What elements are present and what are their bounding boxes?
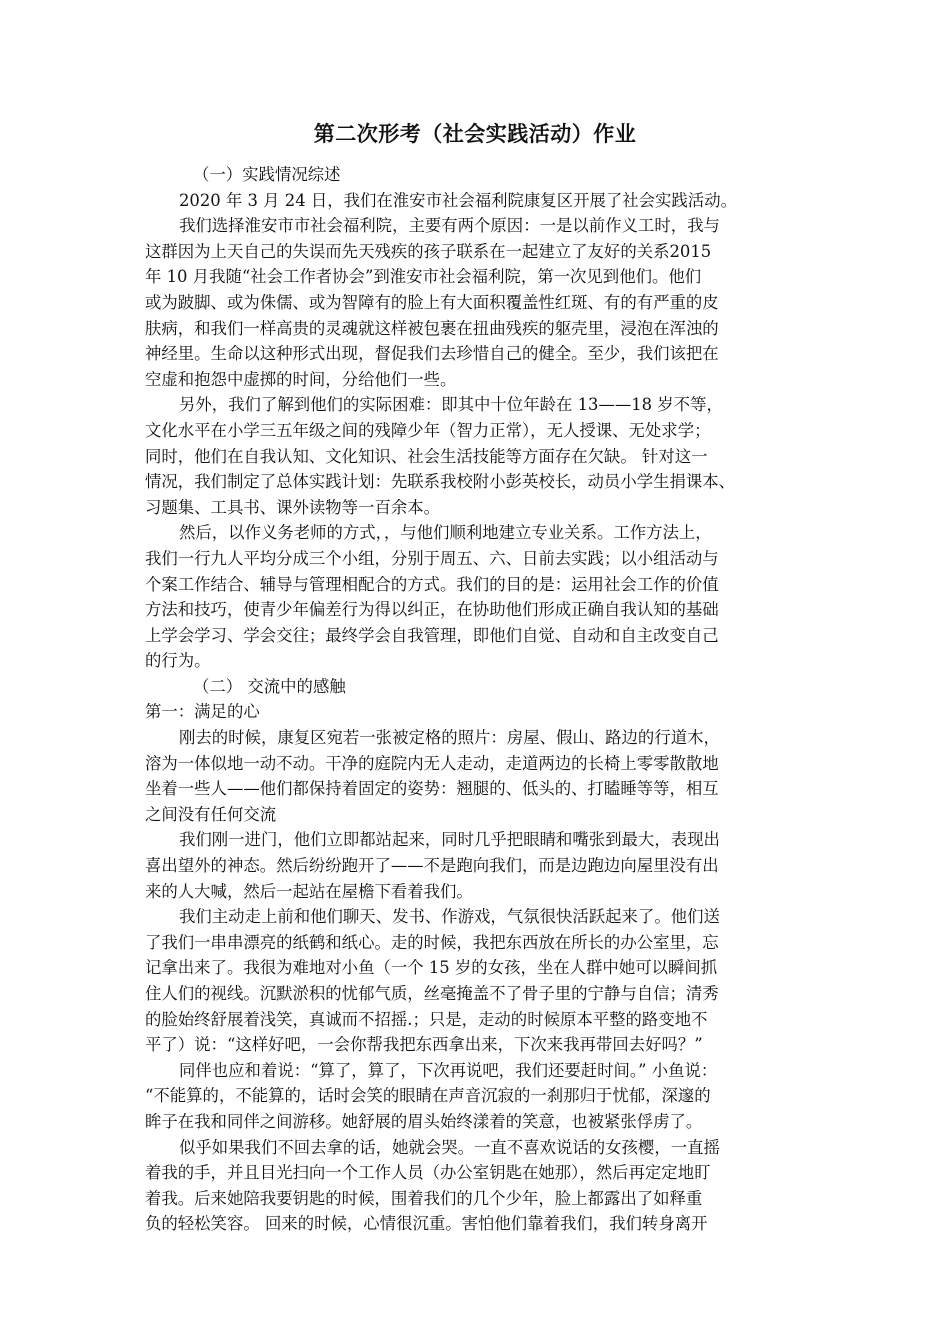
text-line: （一）实践情况综述: [193, 165, 341, 184]
text-line: 文化水平在小学三五年级之间的残障少年（智力正常），无人授课、无处求学；: [145, 420, 711, 440]
text-line: 上学会学习、学会交往；最终学会自我管理，即他们自觉、自动和自主改变自己: [145, 625, 719, 645]
text-line: 似乎如果我们不回去拿的话，她就会哭。一直不喜欢说话的女孩樱，一直摇: [179, 1137, 720, 1157]
text-line: 住人们的视线。沉默淤积的忧郁气质，丝毫掩盖不了骨子里的宁静与自信；清秀: [145, 984, 719, 1003]
text-line: 2020 年 3 月 24 日，我们在淮安市社会福利院康复区开展了社会实践活动。: [179, 190, 737, 210]
text-line: 个案工作结合、辅导与管理相配合的方式。我们的目的是：运用社会工作的价值: [145, 574, 719, 594]
text-line: 同伴也应和着说：“算了，算了，下次再说吧，我们还要赶时间。” 小鱼说：: [179, 1060, 718, 1080]
document-title: 第二次形考（社会实践活动）作业: [313, 122, 637, 146]
text-line: （二） 交流中的感触: [193, 676, 346, 696]
text-line: 我们刚一进门，他们立即都站起来，同时几乎把眼睛和嘴张到最大，表现出: [179, 830, 720, 850]
text-line: 另外，我们了解到他们的实际困难：即其中十位年龄在 13——18 岁不等，: [179, 395, 723, 415]
text-line: 肤病，和我们一样高贵的灵魂就这样被包裹在扭曲残疾的躯壳里，浸泡在浑浊的: [145, 318, 719, 338]
text-line: 同时，他们在自我认知、文化知识、社会生活技能等方面存在欠缺。 针对这一: [145, 446, 708, 466]
text-line: 空虚和抱怨中虚掷的时间，分给他们一些。: [145, 369, 457, 389]
text-line: 负的轻松笑容。 回来的时候，心情很沉重。害怕他们靠着我们，我们转身离开: [145, 1214, 708, 1234]
text-line: 溶为一体似地一动不动。干净的庭院内无人走动，走道两边的长椅上零零散散地: [145, 753, 719, 773]
text-line: 眸子在我和同伴之间游移。她舒展的眉头始终漾着的笑意，也被紧张俘虏了。: [145, 1111, 703, 1131]
text-line: 习题集、工具书、课外读物等一百余本。: [145, 497, 441, 517]
text-line: 神经里。生命以这种形式出现，督促我们去珍惜自己的健全。至少，我们该把在: [145, 344, 719, 364]
text-line: 或为跛脚、或为侏儒、或为智障有的脸上有大面积覆盖性红斑、有的有严重的皮: [145, 292, 719, 312]
text-line: 来的人大喊，然后一起站在屋檐下看着我们。: [145, 881, 473, 901]
text-line: 刚去的时候，康复区宛若一张被定格的照片：房屋、假山、路边的行道木，: [179, 728, 720, 748]
text-line: 记拿出来了。我很为难地对小鱼（一个 15 岁的女孩，坐在人群中她可以瞬间抓: [145, 958, 718, 978]
text-line: 的行为。: [145, 651, 211, 671]
text-line: 这群因为上天自己的失误而先天残疾的孩子联系在一起建立了友好的关系2015: [145, 241, 712, 261]
text-line: 我们主动走上前和他们聊天、发书、作游戏，气氛很快活跃起来了。他们送: [179, 907, 720, 927]
text-line: 年 10 月我随“社会工作者协会”到淮安市社会福利院，第一次见到他们。他们: [145, 267, 702, 287]
text-line: 然后，以作义务老师的方式，，与他们顺利地建立专业关系。工作方法上，: [179, 523, 712, 543]
text-line: 着我。后来她陪我要钥匙的时候，围着我们的几个少年，脸上都露出了如释重: [145, 1188, 703, 1208]
text-line: “不能算的，不能算的，话时会笑的眼睛在声音沉寂的一刹那归于忧郁，深邃的: [145, 1086, 711, 1106]
document-body: [145, 162, 805, 1237]
text-line: 了我们一串串漂亮的纸鹤和纸心。走的时候，我把东西放在所长的办公室里，忘: [145, 932, 719, 952]
text-line: 坐着一些人——他们都保持着固定的姿势：翘腿的、低头的、打瞌睡等等，相互: [145, 779, 719, 799]
text-line: 我们选择淮安市市社会福利院，主要有两个原因：一是以前作义工时，我与: [179, 216, 720, 236]
text-line: 第一：满足的心: [145, 702, 260, 722]
text-line: 的脸始终舒展着浅笑，真诚而不招摇.；只是，走动的时候原本平整的路变地不: [145, 1009, 708, 1029]
text-line: 我们一行九人平均分成三个小组，分别于周五、六、日前去实践；以小组活动与: [145, 548, 719, 568]
text-line: 方法和技巧，使青少年偏差行为得以纠正，在协助他们形成正确自我认知的基础: [145, 600, 719, 620]
text-line: 情况，我们制定了总体实践计划：先联系我校附小彭英校长，动员小学生捐课本、: [145, 472, 736, 492]
text-line: 平了）说：“这样好吧，一会你帮我把东西拿出来，下次来我再带回去好吗？”: [145, 1035, 703, 1055]
text-line: 喜出望外的神态。然后纷纷跑开了——不是跑向我们，而是边跑边向屋里没有出: [145, 856, 719, 876]
text-line: 之间没有任何交流: [145, 804, 277, 824]
text-line: 着我的手，并且目光扫向一个工作人员（办公室钥匙在她那），然后再定定地盯: [145, 1163, 711, 1183]
